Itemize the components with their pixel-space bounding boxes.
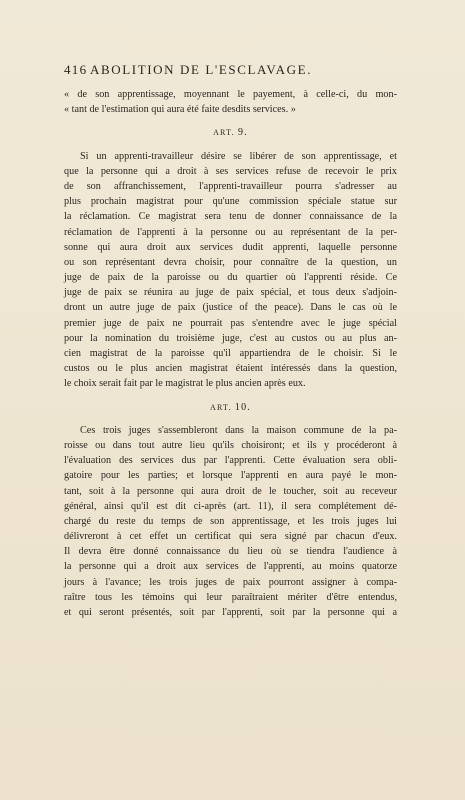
article-9-paragraph — [64, 149, 397, 392]
paragraph-line: Si un apprenti-travailleur désire se libérer de son apprentissage, et — [80, 150, 397, 162]
paragraph-line: Il devra être donné connaissance du lieu où se tiendra l'audience à — [64, 546, 397, 558]
article-number: 10. — [234, 401, 252, 413]
paragraph-line: juge de paix de la paroisse ou du quartier où l'apprenti réside. Ce — [64, 272, 397, 284]
opening-quote — [64, 87, 397, 117]
quote-line: « tant de l'estimation qui aura été faite desdits services. » — [64, 104, 296, 116]
paragraph-line: juge de paix se réunira au juge de paix spécial, et tous deux s'adjoin- — [64, 287, 397, 299]
paragraph-line: de son affranchissement, l'apprenti-travailleur pourra s'adresser au — [64, 180, 397, 192]
paragraph-line: gatoire pour les parties; et lorsque l'apprenti en aura payé le mon- — [64, 470, 397, 482]
paragraph-line: raître tous les témoins qui leur paraîtraient mériter d'être entendus, — [64, 591, 397, 603]
paragraph-line: l'évaluation des services dus par l'apprenti. Cette évaluation sera obli- — [64, 455, 397, 467]
page-body — [64, 87, 397, 620]
quote-line: « de son apprentissage, moyennant le payement, à celle-ci, du mon- — [64, 89, 397, 100]
paragraph-line: Ces trois juges s'assembleront dans la maison commune de la pa- — [80, 424, 397, 436]
paragraph-line: dront un autre juge de paix (justice of the peace). Dans le cas où le — [64, 302, 397, 314]
article-label: ART. — [213, 128, 235, 138]
article-number: 9. — [238, 127, 248, 139]
paragraph-line: plus prochain magistrat pour qu'une commission spéciale statue sur — [64, 196, 397, 208]
page-number: 416 — [64, 62, 88, 77]
paragraph-line: sonne qui aura droit aux services dudit apprenti, laquelle personne — [64, 241, 397, 253]
paragraph-line: la réclamation. Ce magistrat sera tenu de donner connaissance de la — [64, 211, 397, 223]
paragraph-line: cien magistrat de la paroisse qu'il appartiendra de le choisir. Si le — [64, 348, 397, 359]
article-10-heading — [64, 400, 397, 415]
paragraph-line: pour la nomination du troisième juge, c'est au custos ou au plus an- — [64, 332, 397, 344]
article-9-heading — [64, 125, 397, 140]
paragraph-line: roisse ou dans tout autre lieu qu'ils choisiront; et ils y procéderont à — [64, 439, 397, 451]
paragraph-line: tant, soit à la personne qui aura droit de le toucher, soit au receveur — [64, 485, 397, 497]
paragraph-line: et qui seront présentés, soit par l'apprenti, soit par la personne qui a — [64, 607, 397, 618]
running-title: ABOLITION DE L'ESCLAVAGE. — [90, 62, 313, 77]
paragraph-line: délivreront à cet effet un certificat qui sera signé par chacun d'eux. — [64, 531, 397, 543]
article-10-paragraph — [64, 423, 397, 620]
paragraph-line: la personne qui a droit aux services de l'apprenti, au moins quatorze — [64, 561, 397, 573]
paragraph-line: général, ainsi qu'il est dit ci-après (art. 11), il sera complétement dé- — [64, 500, 397, 512]
article-label: ART. — [209, 402, 232, 412]
paragraph-line: jours à l'avance; les trois juges de paix pourront assigner à compa- — [64, 576, 397, 588]
paragraph-line: réclamation de l'apprenti à la personne ou au représentant de la per- — [64, 226, 397, 238]
paragraph-line: custos ou le plus ancien magistrat étaient intéressés dans la question, — [64, 363, 397, 375]
paragraph-line: que la personne qui a droit à ses services refuse de recevoir le prix — [64, 165, 397, 177]
paragraph-line: ou son représentant devra choisir, pour connaître de la question, un — [64, 256, 397, 268]
paragraph-line: le choix serait fait par le magistrat le plus ancien après eux. — [64, 378, 306, 390]
paragraph-line: chargé du reste du temps de son apprentissage, et les trois juges lui — [64, 515, 397, 527]
page-header — [64, 62, 384, 80]
paragraph-line: premier juge de paix ne pourrait pas s'entendre avec le juge spécial — [64, 317, 397, 329]
